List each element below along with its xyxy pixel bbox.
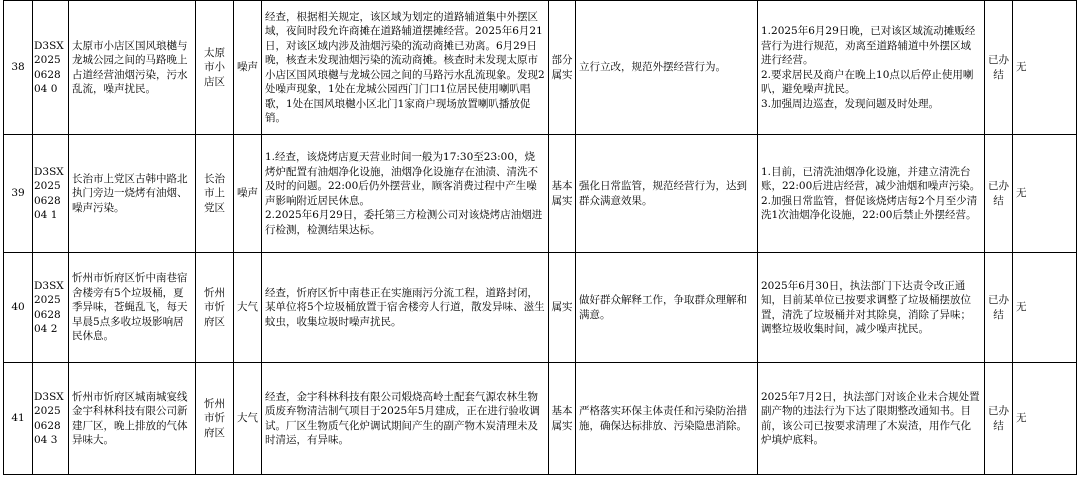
complaint-content: 太原市小店区国风琅樾与龙城公园之间的马路晚上占道经营油烟污染，污水乱流，噪声扰民。 bbox=[69, 1, 196, 135]
pollution-type: 噪声 bbox=[234, 1, 262, 135]
rectification-result: 1.2025年6月29日晚，已对该区域流动摊贩经营行为进行规范，劝离至道路辅道中外摆区域进行经营。 2.要求居民及商户在晚上10点以后停止使用喇叭，避免噪声扰民。 3.加强周边巡查，发现问题及时处理。 bbox=[758, 1, 985, 135]
rectification-result: 1.目前，已清洗油烟净化设施，并建立清洗台账，22:00后进店经营，减少油烟和噪声污染。 2.加强日常监管，督促该烧烤店每2个月至少清洗1次油烟净化设施，22:00后禁止外摆经营。 bbox=[758, 135, 985, 253]
accuracy: 基本属实 bbox=[549, 363, 576, 475]
table-row bbox=[4, 135, 1077, 253]
district: 忻州市忻府区 bbox=[196, 363, 234, 475]
complaint-content: 忻州市忻府区忻中南巷宿舍楼旁有5个垃圾桶，夏季异味，苍蝇乱飞，每天早晨5点多收垃圾影响居民休息。 bbox=[69, 253, 196, 363]
accountability: 无 bbox=[1013, 253, 1077, 363]
rectification-goal: 立行立改，规范外摆经营行为。 bbox=[576, 1, 758, 135]
accuracy: 基本属实 bbox=[549, 135, 576, 253]
verification-result: 经查，忻府区忻中南巷正在实施雨污分流工程，道路封闭，某单位将5个垃圾桶放置于宿舍楼旁人行道，散发异味、滋生蚊虫，收集垃圾时噪声扰民。 bbox=[262, 253, 549, 363]
table-row bbox=[4, 1, 1077, 135]
pollution-type: 大气 bbox=[234, 363, 262, 475]
status: 已办结 bbox=[985, 1, 1013, 135]
accountability: 无 bbox=[1013, 135, 1077, 253]
case-code: D3SX2025062804 1 bbox=[33, 135, 69, 253]
row-number: 40 bbox=[4, 253, 33, 363]
rectification-result: 2025年6月30日，执法部门下达责令改正通知，目前某单位已按要求调整了垃圾桶摆放位置，清洗了垃圾桶并对其除臭，消除了异味；调整垃圾收集时间，减少噪声扰民。 bbox=[758, 253, 985, 363]
verification-result: 经查，金宇科林科技有限公司煅烧高岭土配套气源农林生物质废弃物清洁制气项目于2025年5月建成，正在进行验收调试。厂区生物质气化炉调试期间产生的副产物木炭清理未及时清运，有异味。 bbox=[262, 363, 549, 475]
pollution-type: 噪声 bbox=[234, 135, 262, 253]
table-row bbox=[4, 363, 1077, 475]
rectification-result: 2025年7月2日，执法部门对该企业未合规处置副产物的违法行为下达了限期整改通知书。目前，该公司已按要求清理了木炭渣，用作气化炉填炉底料。 bbox=[758, 363, 985, 475]
row-number: 39 bbox=[4, 135, 33, 253]
table-row bbox=[4, 253, 1077, 363]
district: 忻州市忻府区 bbox=[196, 253, 234, 363]
status: 已办结 bbox=[985, 363, 1013, 475]
pollution-type: 大气 bbox=[234, 253, 262, 363]
case-code: D3SX2025062804 3 bbox=[33, 363, 69, 475]
rectification-goal: 强化日常监管，规范经营行为，达到群众满意效果。 bbox=[576, 135, 758, 253]
rectification-goal: 做好群众解释工作，争取群众理解和满意。 bbox=[576, 253, 758, 363]
accuracy: 属实 bbox=[549, 253, 576, 363]
complaint-content: 忻州市忻府区城南城宴线金宇科林科技有限公司新建厂区，晚上排放的气体异味大。 bbox=[69, 363, 196, 475]
rectification-goal: 严格落实环保主体责任和污染防治措施，确保达标排放、污染隐患消除。 bbox=[576, 363, 758, 475]
case-table bbox=[3, 0, 1077, 475]
status: 已办结 bbox=[985, 253, 1013, 363]
district: 太原市小店区 bbox=[196, 1, 234, 135]
complaint-content: 长治市上党区古韩中路北执门旁边一烧烤有油烟、噪声污染。 bbox=[69, 135, 196, 253]
accuracy: 部分属实 bbox=[549, 1, 576, 135]
status: 已办结 bbox=[985, 135, 1013, 253]
row-number: 41 bbox=[4, 363, 33, 475]
row-number: 38 bbox=[4, 1, 33, 135]
case-code: D3SX2025062804 0 bbox=[33, 1, 69, 135]
accountability: 无 bbox=[1013, 1, 1077, 135]
case-code: D3SX2025062804 2 bbox=[33, 253, 69, 363]
verification-result: 经查，根据相关规定，该区域为划定的道路辅道集中外摆区域，夜间时段允许商摊在道路辅道摆摊经营。2025年6月21日，对该区域内涉及油烟污染的流动商摊已劝离。6月29日晚，核查未发现油烟污染的流动商摊。核查时未发现太原市小店区国风琅樾与龙城公园之间的马路污水乱流现象。发现2处噪声现象，1处在龙城公园西门门口1位居民使用喇叭唱歌，1处在国风琅樾小区北门1家商户现场放置喇叭播放促销。 bbox=[262, 1, 549, 135]
district: 长治市上党区 bbox=[196, 135, 234, 253]
verification-result: 1.经查，该烧烤店夏天营业时间一般为17:30至23:00，烧烤炉配置有油烟净化设施，油烟净化设施存在油渍、清洗不及时的问题。22:00后仍外摆营业，顾客消费过程中产生噪声影响附近居民休息。 2.2025年6月29日，委托第三方检测公司对该烧烤店油烟进行检测，检测结果达标。 bbox=[262, 135, 549, 253]
accountability: 无 bbox=[1013, 363, 1077, 475]
